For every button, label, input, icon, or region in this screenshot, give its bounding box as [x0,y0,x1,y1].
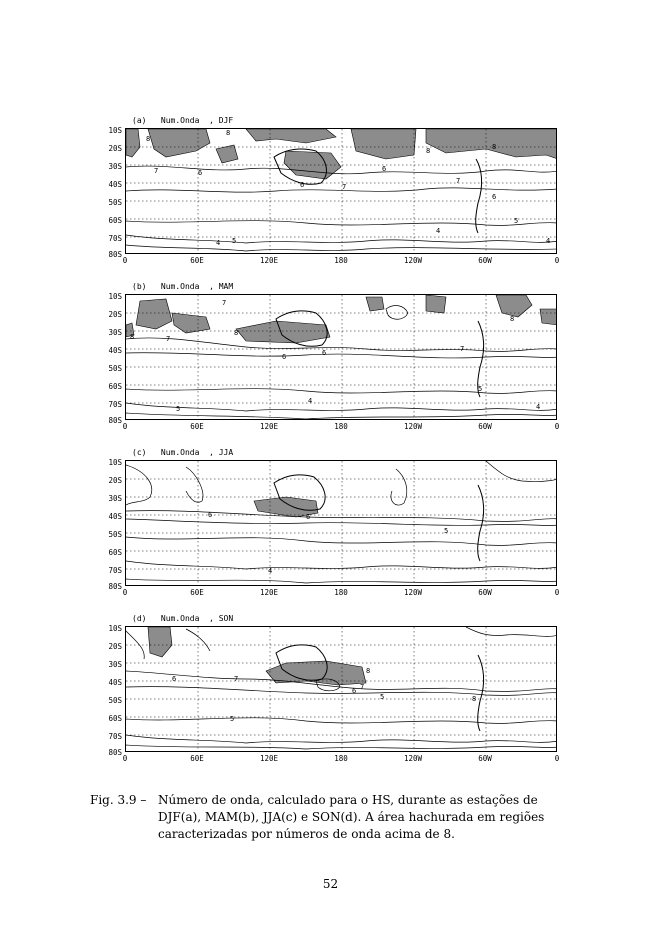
lat-label: 20S [108,310,122,319]
wave-label: 4 [546,237,551,245]
wave-label: 8 [510,315,515,323]
lon-label: 60W [478,588,492,597]
lon-label: 180 [334,422,348,431]
lat-label: 50S [108,696,122,705]
lat-label: 70S [108,234,122,243]
wave-label: 6 [198,169,203,177]
wave-label: 7 [154,167,159,175]
lat-label: 20S [108,476,122,485]
lon-label: 60E [190,422,204,431]
lat-label: 60S [108,382,122,391]
wave-label: 6 [382,165,387,173]
lon-label: 0 [122,754,128,763]
lat-label: 20S [108,144,122,153]
lat-label: 10S [108,292,122,301]
lat-label: 10S [108,458,122,467]
wave-label: 7 [360,683,365,691]
panel-title: (d) Num.Onda , SON [132,614,234,623]
contour-map [125,128,557,254]
lon-label: 0 [554,422,560,431]
lon-label: 180 [334,256,348,265]
wave-label: 6 [322,349,327,357]
wave-label: 4 [308,397,313,405]
wave-label: 6 [172,675,177,683]
lon-label: 60W [478,422,492,431]
lon-label: 120W [403,256,423,265]
panel-title: (b) Num.Onda , MAM [132,282,234,291]
wave-label: 4 [216,239,221,247]
wave-label: 8 [226,129,231,137]
wave-label: 4 [268,567,273,575]
lon-label: 120E [259,256,279,265]
lon-label: 120W [403,754,423,763]
wave-label: 6 [306,513,311,521]
wave-label: 4 [536,403,541,411]
wave-label: 5 [514,217,519,225]
lat-label: 60S [108,714,122,723]
lon-label: 0 [122,588,128,597]
lat-label: 30S [108,328,122,337]
lat-label: 20S [108,642,122,651]
wave-label: 7 [234,675,239,683]
wave-label: 7 [166,335,171,343]
lon-label: 120E [259,754,279,763]
wave-label: 5 [230,715,235,723]
contour-map [125,460,557,586]
lon-label: 120E [259,422,279,431]
wave-label: 5 [232,237,237,245]
lon-label: 0 [554,256,560,265]
lat-label: 60S [108,216,122,225]
wave-label: 6 [492,193,497,201]
contour-map [125,294,557,420]
lon-label: 120W [403,588,423,597]
lon-label: 0 [554,754,560,763]
lat-label: 10S [108,126,122,135]
lon-label: 120W [403,422,423,431]
lon-label: 60W [478,754,492,763]
wave-label: 8 [130,333,135,341]
lat-label: 40S [108,512,122,521]
lat-label: 30S [108,660,122,669]
wave-label: 5 [176,405,181,413]
wave-label: 8 [472,695,477,703]
wave-label: 5 [444,527,449,535]
page-number: 52 [322,877,339,891]
lon-label: 0 [122,422,128,431]
panel-title: (c) Num.Onda , JJA [132,448,234,457]
caption-label: Fig. 3.9 – [90,793,147,807]
lon-label: 60E [190,256,204,265]
wave-label: 7 [456,177,461,185]
lat-label: 40S [108,346,122,355]
lon-label: 180 [334,588,348,597]
lon-label: 0 [122,256,128,265]
panel-a [100,118,570,278]
wave-label: 4 [436,227,441,235]
panel-title: (a) Num.Onda , DJF [132,116,234,125]
wave-label: 7 [460,345,465,353]
lat-label: 80S [108,250,122,259]
wave-label: 8 [366,667,371,675]
lat-label: 50S [108,198,122,207]
wave-label: 8 [492,143,497,151]
lat-label: 40S [108,180,122,189]
lat-label: 30S [108,494,122,503]
wave-label: 8 [234,329,239,337]
lon-label: 60E [190,754,204,763]
wave-label: 6 [282,353,287,361]
caption-text: Número de onda, calculado para o HS, durante as estações de DJF(a), MAM(b), JJA(c) e SON(d). A área hachurada em regiões caracterizadas por números de onda acima de 8. [158,793,545,841]
lat-label: 50S [108,364,122,373]
lat-label: 80S [108,416,122,425]
panel-c [100,450,570,610]
wave-label: 7 [222,299,227,307]
lon-label: 120E [259,588,279,597]
panel-d [100,616,570,776]
wave-label: 5 [478,385,483,393]
lon-label: 0 [554,588,560,597]
panel-b [100,284,570,444]
lon-label: 180 [334,754,348,763]
wave-label: 6 [208,511,213,519]
lat-label: 60S [108,548,122,557]
wave-label: 8 [146,135,151,143]
lat-label: 30S [108,162,122,171]
lat-label: 70S [108,566,122,575]
lon-label: 60E [190,588,204,597]
lat-label: 80S [108,748,122,757]
lon-label: 60W [478,256,492,265]
wave-label: 8 [426,147,431,155]
contour-map [125,626,557,752]
lat-label: 40S [108,678,122,687]
wave-label: 5 [380,693,385,701]
lat-label: 70S [108,732,122,741]
lat-label: 70S [108,400,122,409]
wave-label: 6 [300,181,305,189]
wave-label: 6 [352,687,357,695]
lat-label: 80S [108,582,122,591]
lat-label: 50S [108,530,122,539]
lat-label: 10S [108,624,122,633]
wave-label: 7 [342,183,347,191]
